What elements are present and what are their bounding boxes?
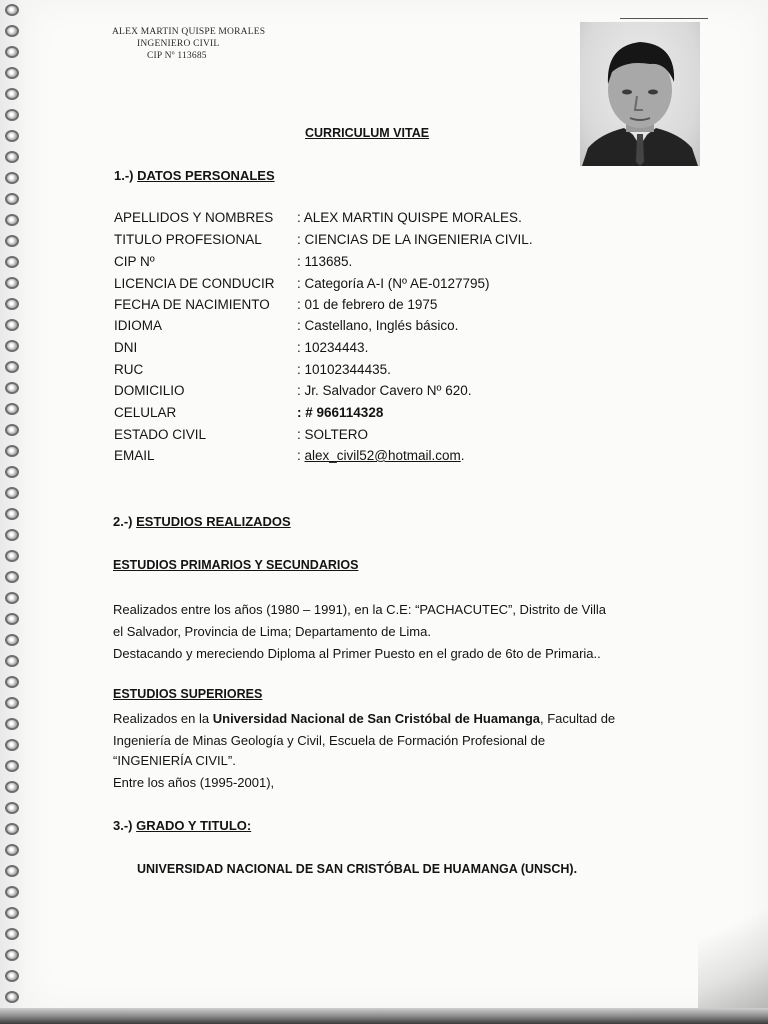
- section-heading-studies: [113, 514, 291, 529]
- section-title: ESTUDIOS REALIZADOS: [136, 514, 291, 529]
- punch-hole: [5, 130, 19, 142]
- punch-hole: [5, 403, 19, 415]
- higher-line-1-post: , Facultad de: [540, 711, 616, 726]
- punch-hole: [5, 844, 19, 856]
- punch-hole: [5, 277, 19, 289]
- punch-hole: [5, 88, 19, 100]
- punch-hole: [5, 466, 19, 478]
- punch-hole: [5, 235, 19, 247]
- punch-hole: [5, 25, 19, 37]
- field-value-title: : CIENCIAS DE LA INGENIERIA CIVIL.: [297, 232, 533, 247]
- field-value-language: : Castellano, Inglés básico.: [297, 318, 459, 333]
- primary-line-1: Realizados entre los años (1980 – 1991), en la C.E: “PACHACUTEC”, Distrito de Villa: [113, 602, 607, 617]
- punch-hole: [5, 4, 19, 16]
- field-value-license: : Categoría A-I (Nº AE-0127795): [297, 276, 490, 291]
- field-value-cip: : 113685.: [297, 254, 353, 269]
- punch-hole: [5, 550, 19, 562]
- field-label-birthdate: FECHA DE NACIMIENTO: [114, 297, 270, 312]
- email-prefix: :: [297, 448, 305, 463]
- punch-hole: [5, 571, 19, 583]
- punch-hole: [5, 382, 19, 394]
- higher-line-3: “INGENIERÍA CIVIL”.: [113, 753, 236, 768]
- university-name: Universidad Nacional de San Cristóbal de Huamanga: [212, 711, 540, 726]
- field-value-marital-status: : SOLTERO: [297, 427, 369, 442]
- punch-hole: [5, 67, 19, 79]
- section-title: GRADO Y TITULO:: [136, 818, 252, 833]
- field-value-cellphone: : # 966114328: [297, 405, 384, 420]
- punch-hole: [5, 802, 19, 814]
- stamp-profession: INGENIERO CIVIL: [137, 39, 220, 49]
- punch-hole: [5, 445, 19, 457]
- higher-line-1-pre: Realizados en la: [113, 711, 213, 726]
- field-label-cellphone: CELULAR: [114, 405, 177, 420]
- field-label-cip: CIP Nº: [114, 254, 155, 269]
- punch-hole: [5, 193, 19, 205]
- punch-hole: [5, 256, 19, 268]
- section-number: 3.-): [113, 818, 133, 833]
- field-label-ruc: RUC: [114, 362, 144, 377]
- section-heading-degree: [113, 818, 251, 833]
- punch-hole: [5, 361, 19, 373]
- document-title: CURRICULUM VITAE: [305, 126, 430, 140]
- punch-hole: [5, 592, 19, 604]
- profile-photo: [580, 22, 700, 166]
- punch-hole: [5, 613, 19, 625]
- punch-hole: [5, 718, 19, 730]
- field-value-dni: : 10234443.: [297, 340, 369, 355]
- section-number: 1.-): [114, 168, 134, 183]
- punch-hole: [5, 46, 19, 58]
- punch-hole: [5, 949, 19, 961]
- higher-line-1: [113, 711, 615, 726]
- punch-hole: [5, 151, 19, 163]
- subheading-primary-secondary: ESTUDIOS PRIMARIOS Y SECUNDARIOS: [113, 558, 359, 572]
- punch-hole: [5, 487, 19, 499]
- punch-hole: [5, 991, 19, 1003]
- punch-hole: [5, 340, 19, 352]
- punch-hole: [5, 823, 19, 835]
- field-label-name: APELLIDOS Y NOMBRES: [114, 210, 274, 225]
- punch-hole: [5, 865, 19, 877]
- punch-hole: [5, 760, 19, 772]
- field-value-name: : ALEX MARTIN QUISPE MORALES.: [297, 210, 522, 225]
- punch-hole: [5, 214, 19, 226]
- field-label-email: EMAIL: [114, 448, 155, 463]
- field-value-birthdate: : 01 de febrero de 1975: [297, 297, 438, 312]
- field-label-marital-status: ESTADO CIVIL: [114, 427, 207, 442]
- punch-hole: [5, 970, 19, 982]
- punch-hole: [5, 424, 19, 436]
- section-heading-personal: [114, 168, 275, 183]
- scan-bottom-edge: [0, 1008, 768, 1024]
- punch-hole: [5, 529, 19, 541]
- degree-university: UNIVERSIDAD NACIONAL DE SAN CRISTÓBAL DE HUAMANGA (UNSCH).: [137, 862, 578, 876]
- higher-line-4: Entre los años (1995-2001),: [113, 775, 275, 790]
- field-label-language: IDIOMA: [114, 318, 163, 333]
- stamp-name: ALEX MARTIN QUISPE MORALES: [112, 27, 266, 37]
- field-label-address: DOMICILIO: [114, 383, 185, 398]
- punch-hole: [5, 508, 19, 520]
- punch-hole: [5, 886, 19, 898]
- section-title: DATOS PERSONALES: [137, 168, 275, 183]
- punch-hole: [5, 298, 19, 310]
- field-label-dni: DNI: [114, 340, 138, 355]
- page-curl: [698, 870, 768, 1010]
- section-number: 2.-): [113, 514, 133, 529]
- punch-hole: [5, 697, 19, 709]
- punch-hole: [5, 319, 19, 331]
- signature-stamp: [112, 26, 265, 62]
- punch-hole: [5, 634, 19, 646]
- punch-hole: [5, 655, 19, 667]
- punch-hole: [5, 739, 19, 751]
- primary-line-2: el Salvador, Provincia de Lima; Departamento de Lima.: [113, 624, 431, 639]
- field-label-title: TITULO PROFESIONAL: [114, 232, 262, 247]
- punch-hole: [5, 907, 19, 919]
- punch-hole: [5, 928, 19, 940]
- field-value-email: [297, 448, 465, 463]
- punch-hole: [5, 172, 19, 184]
- punch-hole: [5, 676, 19, 688]
- field-value-ruc: : 10102344435.: [297, 362, 391, 377]
- email-suffix: .: [460, 448, 465, 463]
- stamp-cip: CIP Nº 113685: [147, 51, 207, 61]
- email-link[interactable]: alex_civil52@hotmail.com: [304, 448, 461, 463]
- higher-line-2: Ingeniería de Minas Geología y Civil, Escuela de Formación Profesional de: [113, 733, 546, 748]
- punch-hole: [5, 781, 19, 793]
- portrait-icon: [580, 22, 700, 166]
- punch-hole: [5, 109, 19, 121]
- photo-frame-line: [620, 18, 708, 19]
- binder-punch-holes: [0, 0, 26, 1008]
- field-label-license: LICENCIA DE CONDUCIR: [114, 276, 275, 291]
- subheading-higher-studies: ESTUDIOS SUPERIORES: [113, 687, 263, 701]
- field-value-address: : Jr. Salvador Cavero Nº 620.: [297, 383, 472, 398]
- primary-line-3: Destacando y mereciendo Diploma al Primer Puesto en el grado de 6to de Primaria..: [113, 646, 601, 661]
